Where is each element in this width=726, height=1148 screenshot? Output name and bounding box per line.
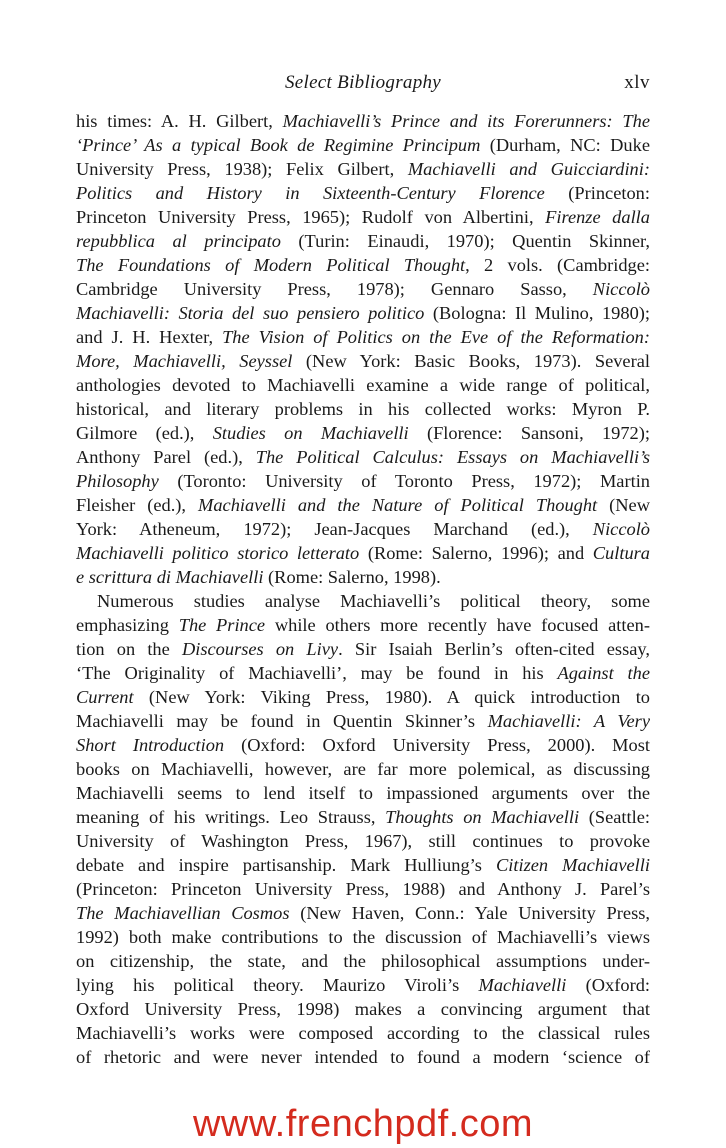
text-line xyxy=(76,613,650,637)
text-run: Cambridge University Press, 1978); Gennaro Sasso, xyxy=(76,279,593,299)
text-line xyxy=(76,517,650,541)
italic-title: Machiavelli politico storico letterato xyxy=(76,543,360,563)
text-run: . Sir Isaiah Berlin’s often-cited essay, xyxy=(338,639,650,659)
text-line xyxy=(76,853,650,877)
text-run: debate and inspire partisanship. Mark Hulliung’s xyxy=(76,855,496,875)
text-run: (New York: Basic Books, 1973). Several xyxy=(292,351,650,371)
italic-title: The Political Calculus: Essays on Machiavelli’s xyxy=(255,447,650,467)
text-line xyxy=(76,805,650,829)
text-run: (Florence: Sansoni, 1972); xyxy=(408,423,650,443)
italic-title: ‘Prince’ As a typical Book de Regimine Principum xyxy=(76,135,481,155)
text-run: (Durham, NC: Duke xyxy=(480,135,650,155)
text-run: (Rome: Salerno, 1998). xyxy=(263,567,441,587)
text-run: 1992) both make contributions to the discussion of Machiavelli’s views xyxy=(76,927,650,947)
text-run: (Bologna: Il Mulino, 1980); xyxy=(424,303,650,323)
italic-title: Machiavelli and the Nature of Political Thought xyxy=(198,495,598,515)
text-line xyxy=(76,949,650,973)
text-run: anthologies devoted to Machiavelli examine a wide range of political, xyxy=(76,375,650,395)
text-run: (Turin: Einaudi, 1970); Quentin Skinner, xyxy=(280,231,650,251)
text-run: (New York: Viking Press, 1980). A quick introduction to xyxy=(133,687,650,707)
text-run: on citizenship, the state, and the philosophical assumptions under- xyxy=(76,951,650,971)
text-run: and J. H. Hexter, xyxy=(76,327,223,347)
text-run: Numerous studies analyse Machiavelli’s political theory, some xyxy=(97,591,650,611)
text-line xyxy=(76,565,650,589)
bibliography-text xyxy=(76,109,650,1069)
text-line xyxy=(76,589,650,613)
text-line xyxy=(76,421,650,445)
text-run: University Press, 1938); Felix Gilbert, xyxy=(76,159,408,179)
text-run: Gilmore (ed.), xyxy=(76,423,213,443)
italic-title: Machiavelli’s Prince and its Forerunners: The xyxy=(282,111,650,131)
watermark-url: www.frenchpdf.com xyxy=(192,1103,534,1145)
text-line xyxy=(76,829,650,853)
italic-title: Firenze dalla xyxy=(545,207,650,227)
text-run: tion on the xyxy=(76,639,182,659)
italic-title: The Foundations of Modern Political Thought xyxy=(76,255,466,275)
text-line xyxy=(76,109,650,133)
text-line xyxy=(76,781,650,805)
italic-title: Machiavelli: Storia del suo pensiero politico xyxy=(76,303,425,323)
text-run: Machiavelli seems to lend itself to impassioned arguments over the xyxy=(76,783,650,803)
italic-title: Cultura xyxy=(592,543,650,563)
text-line xyxy=(76,901,650,925)
text-line xyxy=(76,733,650,757)
italic-title: Philosophy xyxy=(76,471,159,491)
running-title: Select Bibliography xyxy=(284,72,442,93)
italic-title: Machiavelli: A Very xyxy=(487,711,650,731)
italic-title: Citizen Machiavelli xyxy=(495,855,650,875)
text-line xyxy=(76,157,650,181)
text-run: emphasizing xyxy=(76,615,179,635)
text-line xyxy=(76,661,650,685)
running-head xyxy=(76,72,650,102)
text-line xyxy=(76,445,650,469)
italic-title: More, Machiavelli, Seyssel xyxy=(76,351,293,371)
text-line xyxy=(76,637,650,661)
text-line xyxy=(76,757,650,781)
italic-title: Niccolò xyxy=(592,519,650,539)
text-run: Fleisher (ed.), xyxy=(76,495,199,515)
text-line xyxy=(76,349,650,373)
text-line xyxy=(76,181,650,205)
text-line xyxy=(76,133,650,157)
text-run: meaning of his writings. Leo Strauss, xyxy=(76,807,386,827)
italic-title: The Vision of Politics on the Eve of the Reformation: xyxy=(222,327,650,347)
text-line xyxy=(76,925,650,949)
italic-title: The Machiavellian Cosmos xyxy=(76,903,290,923)
italic-title: The Prince xyxy=(178,615,266,635)
italic-title: Thoughts on Machiavelli xyxy=(385,807,580,827)
text-run: his times: A. H. Gilbert, xyxy=(76,111,283,131)
text-run: York: Atheneum, 1972); Jean-Jacques Marchand (ed.), xyxy=(76,519,593,539)
text-run: (New xyxy=(597,495,650,515)
italic-title: Machiavelli xyxy=(478,975,567,995)
text-run: books on Machiavelli, however, are far more polemical, as discussing xyxy=(76,759,650,779)
italic-title: Studies on Machiavelli xyxy=(212,423,409,443)
text-run: (Oxford: Oxford University Press, 2000). Most xyxy=(224,735,650,755)
text-line xyxy=(76,205,650,229)
text-line xyxy=(76,973,650,997)
italic-title: Against the xyxy=(557,663,650,683)
page-number: xlv xyxy=(624,72,650,93)
text-line xyxy=(76,301,650,325)
text-run: Princeton University Press, 1965); Rudolf von Albertini, xyxy=(76,207,546,227)
text-run: (Toronto: University of Toronto Press, 1972); Martin xyxy=(158,471,650,491)
text-run: Machiavelli may be found in Quentin Skinner’s xyxy=(76,711,488,731)
italic-title: Niccolò xyxy=(592,279,650,299)
text-line xyxy=(76,493,650,517)
text-run: historical, and literary problems in his collected works: Myron P. xyxy=(76,399,650,419)
text-line xyxy=(76,877,650,901)
text-line xyxy=(76,469,650,493)
text-run: while others more recently have focused atten- xyxy=(265,615,650,635)
italic-title: Short Introduction xyxy=(76,735,225,755)
text-run: University of Washington Press, 1967), still continues to provoke xyxy=(76,831,650,851)
text-run: (Oxford: xyxy=(566,975,650,995)
text-run: Machiavelli’s works were composed according to the classical rules xyxy=(76,1023,650,1043)
text-line xyxy=(76,325,650,349)
text-line xyxy=(76,373,650,397)
text-line xyxy=(76,1021,650,1045)
italic-title: Discourses on Livy xyxy=(181,639,339,659)
text-line xyxy=(76,1045,650,1069)
text-run: (Princeton: Princeton University Press, 1988) and Anthony J. Parel’s xyxy=(76,879,650,899)
text-run: (New Haven, Conn.: Yale University Press, xyxy=(289,903,650,923)
text-line xyxy=(76,997,650,1021)
italic-title: repubblica al principato xyxy=(76,231,281,251)
text-run: of rhetoric and were never intended to found a modern ‘science of xyxy=(76,1047,650,1067)
text-run: (Rome: Salerno, 1996); and xyxy=(359,543,593,563)
text-line xyxy=(76,397,650,421)
italic-title: Politics and History in Sixteenth-Century Florence xyxy=(76,183,545,203)
text-run: lying his political theory. Maurizo Viroli’s xyxy=(76,975,479,995)
italic-title: Current xyxy=(76,687,134,707)
text-line xyxy=(76,709,650,733)
text-line xyxy=(76,541,650,565)
text-line xyxy=(76,253,650,277)
text-line xyxy=(76,229,650,253)
text-line xyxy=(76,277,650,301)
italic-title: Machiavelli and Guicciardini: xyxy=(407,159,650,179)
text-run: (Seattle: xyxy=(579,807,650,827)
text-run: ‘The Originality of Machiavelli’, may be found in his xyxy=(76,663,558,683)
text-run: Oxford University Press, 1998) makes a convincing argument that xyxy=(76,999,650,1019)
text-run: (Princeton: xyxy=(544,183,650,203)
text-run: Anthony Parel (ed.), xyxy=(76,447,256,467)
text-run: , 2 vols. (Cambridge: xyxy=(465,255,650,275)
italic-title: e scrittura di Machiavelli xyxy=(76,567,264,587)
text-line xyxy=(76,685,650,709)
